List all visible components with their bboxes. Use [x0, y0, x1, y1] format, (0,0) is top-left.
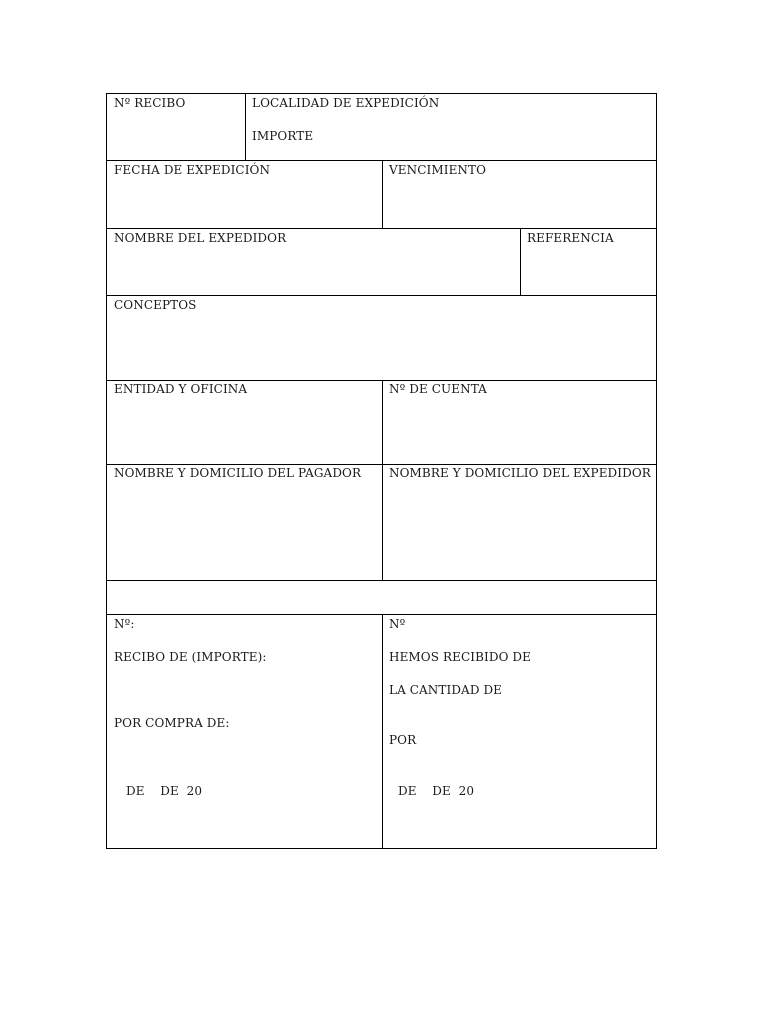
label-cantidad: LA CANTIDAD DE: [389, 683, 503, 697]
cell-referencia: [520, 229, 656, 295]
cell-empty: [107, 581, 656, 614]
cell-fecha-expedicion: [107, 161, 382, 228]
cell-conceptos: [107, 296, 656, 380]
label-importe: IMPORTE: [252, 129, 314, 143]
cell-receipt-right: [382, 615, 656, 848]
row-recibo: [107, 94, 656, 161]
label-hemos-recibido: HEMOS RECIBIDO DE: [389, 650, 532, 664]
row-fecha: [107, 161, 656, 229]
label-left-numero: Nº:: [114, 617, 135, 631]
row-receipt-stubs: [107, 615, 656, 848]
receipt-form: [106, 93, 657, 849]
cell-recibo-number: [107, 94, 245, 160]
cell-domicilio-expedidor: [382, 465, 656, 580]
label-right-numero: Nº: [389, 617, 406, 631]
cell-numero-cuenta: [382, 381, 656, 464]
label-domicilio-pagador: NOMBRE Y DOMICILIO DEL PAGADOR: [114, 466, 362, 480]
label-nombre-expedidor: NOMBRE DEL EXPEDIDOR: [114, 231, 287, 245]
cell-localidad: [245, 94, 656, 160]
cell-entidad-oficina: [107, 381, 382, 464]
label-recibo-number: Nº RECIBO: [114, 96, 186, 110]
label-fecha-expedicion: FECHA DE EXPEDICIÓN: [114, 163, 271, 177]
label-vencimiento: VENCIMIENTO: [389, 163, 487, 177]
row-conceptos: [107, 296, 656, 381]
label-localidad: LOCALIDAD DE EXPEDICIÓN: [252, 96, 440, 110]
cell-receipt-left: [107, 615, 382, 848]
row-entidad: [107, 381, 656, 465]
cell-vencimiento: [382, 161, 656, 228]
label-entidad-oficina: ENTIDAD Y OFICINA: [114, 382, 248, 396]
label-referencia: REFERENCIA: [527, 231, 614, 245]
label-right-date-line: DE DE 20: [398, 784, 475, 798]
cell-domicilio-pagador: [107, 465, 382, 580]
label-por: POR: [389, 733, 417, 747]
label-domicilio-expedidor: NOMBRE Y DOMICILIO DEL EXPEDIDOR: [389, 466, 651, 480]
label-left-date-line: DE DE 20: [126, 784, 203, 798]
label-por-compra: POR COMPRA DE:: [114, 716, 230, 730]
row-domicilios: [107, 465, 656, 581]
label-recibo-de: RECIBO DE (IMPORTE):: [114, 650, 267, 664]
label-numero-cuenta: Nº DE CUENTA: [389, 382, 487, 396]
label-conceptos: CONCEPTOS: [114, 298, 197, 312]
row-expedidor: [107, 229, 656, 296]
row-separator: [107, 581, 656, 615]
cell-nombre-expedidor: [107, 229, 520, 295]
